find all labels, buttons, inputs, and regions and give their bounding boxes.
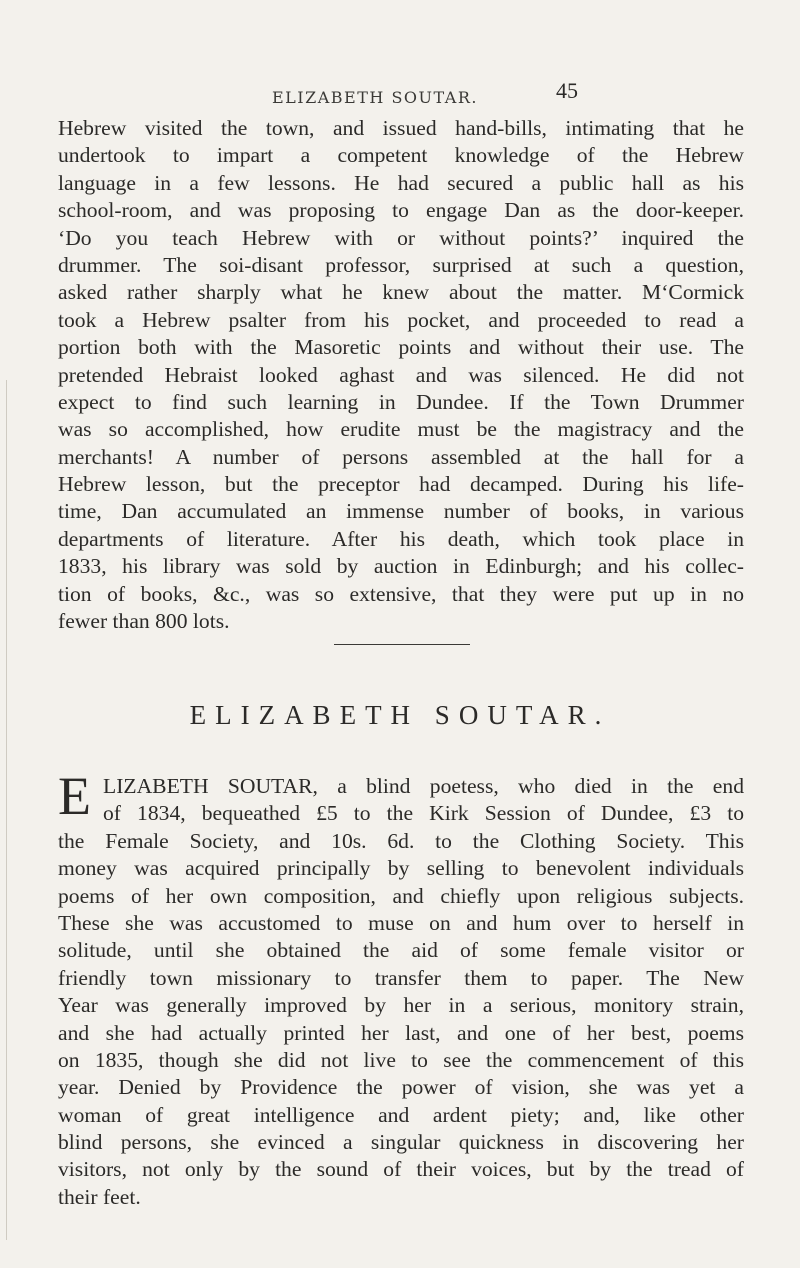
- text-line: Year was generally improved by her in a serious, monitory strain,: [58, 993, 744, 1018]
- text-line: These she was accustomed to muse on and hum over to herself in: [58, 910, 744, 935]
- page-edge-shadow: [6, 380, 7, 1240]
- text-line: language in a few lessons. He had secured a public hall as his: [58, 170, 744, 195]
- text-line: and she had actually printed her last, and one of her best, poems: [58, 1020, 744, 1045]
- text-line: pretended Hebraist looked aghast and was silenced. He did not: [58, 362, 744, 387]
- text-line: asked rather sharply what he knew about the matter. M‘Cormick: [58, 280, 744, 305]
- text-line: Hebrew lesson, but the preceptor had decamped. During his life-: [58, 472, 744, 497]
- text-line: year. Denied by Providence the power of vision, she was yet a: [58, 1075, 744, 1100]
- text-line: tion of books, &c., was so extensive, that they were put up in no: [58, 581, 744, 606]
- text-line: friendly town missionary to transfer them to paper. The New: [58, 965, 744, 990]
- text-line: Hebrew visited the town, and issued hand-bills, intimating that he: [58, 116, 744, 140]
- text-line: merchants! A number of persons assembled at the hall for a: [58, 444, 744, 469]
- running-head: [0, 78, 800, 114]
- text-line: drummer. The soi-disant professor, surprised at such a question,: [58, 252, 744, 277]
- text-line: of 1834, bequeathed £5 to the Kirk Session of Dundee, £3 to: [103, 801, 744, 826]
- text-line: money was acquired principally by selling to benevolent individuals: [58, 856, 744, 881]
- text-line: poems of her own composition, and chiefly upon religious subjects.: [58, 883, 744, 908]
- text-line: took a Hebrew psalter from his pocket, and proceeded to read a: [58, 307, 744, 332]
- text-line: time, Dan accumulated an immense number of books, in various: [58, 499, 744, 524]
- section-heading: ELIZABETH SOUTAR.: [189, 700, 611, 730]
- text-line: expect to find such learning in Dundee. If the Town Drummer: [58, 389, 744, 414]
- text-line: solitude, until she obtained the aid of some female visitor or: [58, 938, 744, 963]
- text-line: 1833, his library was sold by auction in Edinburgh; and his collec-: [58, 554, 744, 579]
- text-line: ‘Do you teach Hebrew with or without points?’ inquired the: [58, 225, 744, 250]
- text-line: portion both with the Masoretic points and without their use. The: [58, 335, 744, 360]
- text-line: LIZABETH SOUTAR, a blind poetess, who died in the end: [103, 774, 744, 798]
- section-divider-rule: [334, 644, 470, 645]
- text-line: on 1835, though she did not live to see the commencement of this: [58, 1047, 744, 1072]
- running-title: ELIZABETH SOUTAR.: [272, 88, 478, 107]
- text-line: school-room, and was proposing to engage Dan as the door-keeper.: [58, 198, 744, 223]
- text-line: was so accomplished, how erudite must be the magistracy and the: [58, 417, 744, 442]
- text-line: visitors, not only by the sound of their voices, but by the tread of: [58, 1157, 744, 1182]
- text-line: the Female Society, and 10s. 6d. to the Clothing Society. This: [58, 828, 744, 853]
- text-line: woman of great intelligence and ardent piety; and, like other: [58, 1102, 744, 1127]
- paragraph-continued: [58, 115, 744, 635]
- page-number: 45: [556, 78, 578, 103]
- text-line: fewer than 800 lots.: [58, 609, 230, 634]
- text-line: departments of literature. After his death, which took place in: [58, 526, 744, 551]
- text-line: blind persons, she evinced a singular quickness in discovering her: [58, 1130, 744, 1155]
- section-paragraph: [58, 773, 744, 1211]
- drop-cap-letter: E: [58, 766, 91, 826]
- text-line: undertook to impart a competent knowledge of the Hebrew: [58, 143, 744, 168]
- text-line: their feet.: [58, 1184, 141, 1209]
